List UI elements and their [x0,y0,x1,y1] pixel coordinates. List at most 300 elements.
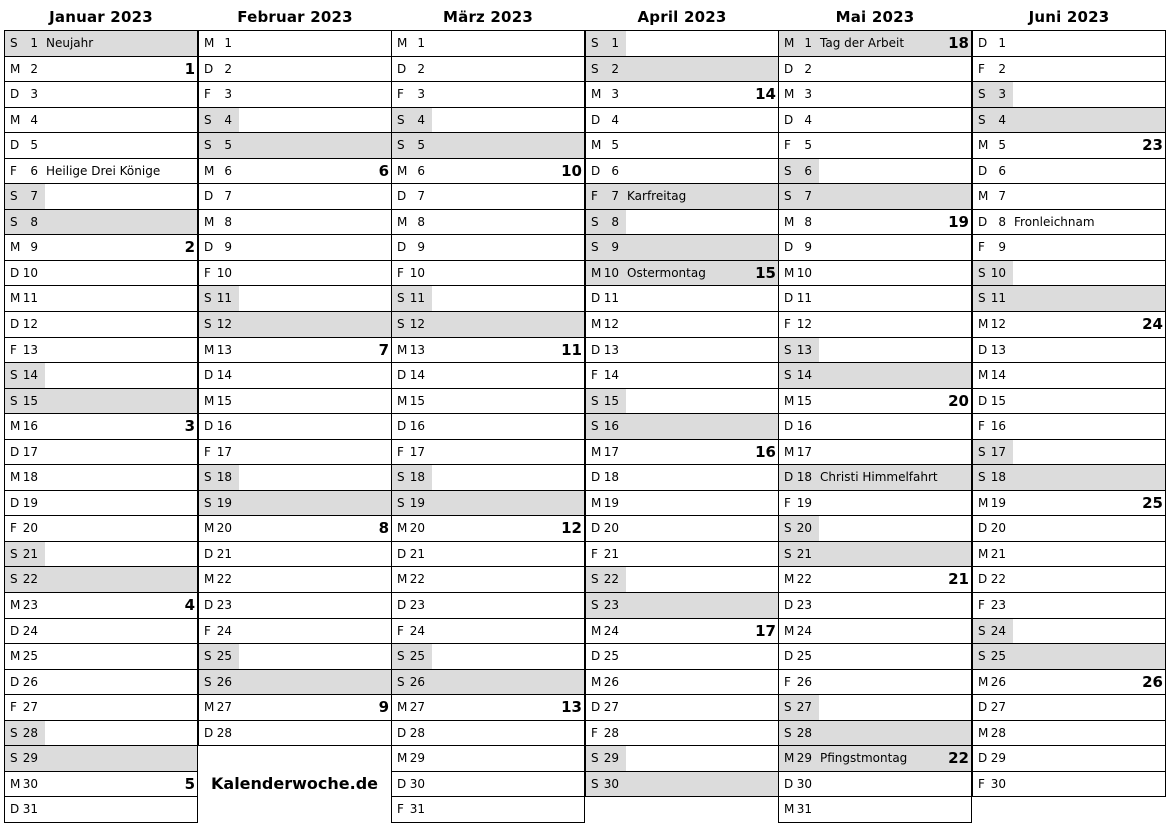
day-row [392,184,584,210]
weekday-letter: D [591,163,601,178]
week-number: 25 [1142,493,1163,512]
weekday-letter: D [978,214,988,229]
weekday-letter: D [10,265,20,280]
day-row [5,644,197,670]
day-number: 19 [990,495,1006,510]
day-row [199,286,391,312]
day-row [5,516,197,542]
weekday-letter: S [397,138,405,153]
day-number: 1 [224,36,232,50]
weekday-letter: M [397,700,408,715]
weekday-letter: D [204,189,214,204]
day-row [392,31,584,57]
weekday-letter: S [10,572,18,587]
day-number: 7 [804,189,812,204]
weekday-letter: S [397,674,405,689]
weekday-letter: S [591,240,599,255]
day-row [5,363,197,389]
month-days [391,30,585,823]
day-row [5,210,197,236]
month-column [972,0,1166,797]
weekday-letter: M [397,572,408,587]
week-number: 18 [948,34,969,52]
weekday-letter: S [591,214,599,229]
day-number: 10 [22,265,38,280]
month-days [4,30,198,823]
day-number: 1 [30,36,38,50]
day-number: 24 [990,623,1006,638]
day-row [973,363,1165,389]
day-number: 8 [611,214,619,229]
weekday-letter: D [10,317,20,332]
day-number: 3 [804,87,812,102]
day-row [973,31,1165,57]
holiday-name: Christi Himmelfahrt [820,470,938,485]
day-number: 25 [216,649,232,664]
weekday-letter: D [784,776,794,791]
day-number: 29 [409,751,425,766]
day-row [5,465,197,491]
holiday-name: Ostermontag [627,265,706,280]
day-row [586,567,778,593]
weekday-letter: M [204,700,215,715]
day-number: 24 [603,623,619,638]
weekday-letter: S [10,36,18,50]
weekday-letter: D [784,419,794,434]
weekday-letter: D [204,725,214,740]
day-number: 7 [611,189,619,204]
day-number: 30 [409,776,425,791]
day-row [392,159,584,185]
day-row [5,82,197,108]
day-number: 17 [409,444,425,459]
day-row [779,721,971,747]
weekday-letter: F [978,61,985,76]
holiday-name: Tag der Arbeit [820,36,905,50]
day-number: 3 [30,87,38,102]
weekday-letter: M [591,87,602,102]
weekday-letter: D [10,444,20,459]
day-row [199,465,391,491]
day-row [392,695,584,721]
day-number: 13 [990,342,1006,357]
day-row [779,695,971,721]
day-number: 30 [796,776,812,791]
day-row [199,440,391,466]
day-number: 15 [603,393,619,408]
day-number: 6 [998,163,1006,178]
weekday-letter: F [591,725,598,740]
weekday-letter: S [204,291,212,306]
weekday-letter: S [397,649,405,664]
weekday-letter: S [784,189,792,204]
day-row [973,286,1165,312]
day-row [779,57,971,83]
weekday-letter: M [204,342,215,357]
week-number: 24 [1142,315,1163,334]
day-number: 10 [409,265,425,280]
day-number: 22 [603,572,619,587]
day-row [5,721,197,747]
weekday-letter: S [204,674,212,689]
month-title: Januar 2023 [49,8,153,26]
day-row [779,261,971,287]
day-row [586,644,778,670]
day-row [392,772,584,798]
weekday-letter: M [784,802,795,817]
holiday-name: Heilige Drei Könige [46,163,161,178]
day-number: 11 [796,291,812,306]
day-number: 17 [796,444,812,459]
weekday-letter: D [397,776,407,791]
day-number: 29 [603,751,619,766]
weekday-letter: M [784,623,795,638]
weekday-letter: S [978,112,986,127]
day-row [5,695,197,721]
day-number: 15 [990,393,1006,408]
day-row [779,797,971,823]
day-row [973,389,1165,415]
weekday-letter: F [978,240,985,255]
day-number: 17 [22,444,38,459]
day-row [779,235,971,261]
day-row [5,57,197,83]
day-row [973,440,1165,466]
week-number: 16 [755,442,776,461]
brand-label: Kalenderwoche.de [211,774,378,793]
weekday-letter: S [978,470,986,485]
weekday-letter: S [978,444,986,459]
weekday-letter: M [978,674,989,689]
weekday-letter: M [591,317,602,332]
day-row [973,184,1165,210]
day-number: 2 [30,61,38,76]
day-number: 13 [603,342,619,357]
day-row [586,261,778,287]
weekday-letter: S [204,495,212,510]
weekday-letter: D [10,802,20,817]
day-row [199,57,391,83]
weekday-letter: D [784,61,794,76]
day-row [973,57,1165,83]
week-number: 3 [184,417,195,436]
weekday-letter: M [784,444,795,459]
weekday-letter: S [204,138,212,153]
weekday-letter: D [784,291,794,306]
day-row [392,491,584,517]
day-number: 4 [804,112,812,127]
weekday-letter: F [397,444,404,459]
day-row [779,363,971,389]
weekday-letter: M [397,342,408,357]
weekday-letter: F [397,802,404,817]
day-row [392,261,584,287]
weekday-letter: M [10,419,21,434]
weekday-letter: S [591,598,599,613]
weekday-letter: S [397,317,405,332]
day-number: 18 [990,470,1006,485]
day-number: 15 [216,393,232,408]
month-column [391,0,585,823]
day-row [199,363,391,389]
day-row [973,644,1165,670]
weekday-letter: M [10,649,21,664]
weekday-letter: M [10,240,21,255]
weekday-letter: S [784,163,792,178]
day-row [779,746,971,772]
day-row [392,338,584,364]
day-row [5,772,197,798]
day-row [5,286,197,312]
weekday-letter: M [10,61,21,76]
day-row [973,695,1165,721]
weekday-letter: M [978,546,989,561]
day-row [973,721,1165,747]
day-number: 26 [22,674,38,689]
weekday-letter: D [978,342,988,357]
weekday-letter: D [978,751,988,766]
day-row [779,389,971,415]
day-row [392,746,584,772]
day-row [779,670,971,696]
day-number: 18 [796,470,812,485]
day-row [779,159,971,185]
day-number: 31 [796,802,812,817]
day-number: 7 [417,189,425,204]
weekday-letter: M [784,751,795,766]
month-title: März 2023 [443,8,533,26]
day-row [5,491,197,517]
week-number: 13 [561,698,582,717]
holiday-name: Neujahr [46,36,94,50]
day-row [199,210,391,236]
day-row [5,338,197,364]
day-row [392,593,584,619]
day-row [973,593,1165,619]
day-number: 4 [998,112,1006,127]
weekday-letter: M [784,36,795,50]
weekday-letter: S [978,623,986,638]
day-number: 25 [409,649,425,664]
week-number: 8 [378,519,389,538]
day-number: 5 [417,138,425,153]
weekday-letter: M [591,623,602,638]
weekday-letter: D [204,546,214,561]
day-number: 18 [216,470,232,485]
day-row [5,670,197,696]
day-number: 30 [603,776,619,791]
day-number: 23 [796,598,812,613]
day-number: 29 [796,751,812,766]
day-number: 13 [796,342,812,357]
day-number: 20 [22,521,38,536]
week-number: 11 [561,340,582,359]
day-number: 9 [417,240,425,255]
day-number: 2 [998,61,1006,76]
weekday-letter: D [10,495,20,510]
day-number: 27 [990,700,1006,715]
day-number: 8 [417,214,425,229]
day-row [199,670,391,696]
day-row [586,312,778,338]
month-column [198,0,392,746]
day-row [779,593,971,619]
day-number: 11 [216,291,232,306]
weekday-letter: D [978,700,988,715]
weekday-letter: D [10,87,20,102]
weekday-letter: S [397,112,405,127]
day-number: 14 [990,368,1006,383]
day-row [392,363,584,389]
weekday-letter: D [397,725,407,740]
weekday-letter: M [397,521,408,536]
day-number: 23 [990,598,1006,613]
day-row [973,567,1165,593]
day-number: 10 [796,265,812,280]
day-number: 28 [216,725,232,740]
day-number: 29 [22,751,38,766]
day-row [392,210,584,236]
day-row [586,286,778,312]
day-row [199,31,391,57]
day-number: 31 [409,802,425,817]
day-row [5,593,197,619]
day-row [199,516,391,542]
weekday-letter: M [978,725,989,740]
day-number: 9 [611,240,619,255]
day-row [199,108,391,134]
weekday-letter: D [978,163,988,178]
weekday-letter: D [591,291,601,306]
month-days [778,30,972,823]
day-number: 11 [22,291,38,306]
day-number: 2 [804,61,812,76]
day-number: 19 [603,495,619,510]
day-number: 27 [409,700,425,715]
day-row [5,542,197,568]
day-row [973,210,1165,236]
weekday-letter: F [204,444,211,459]
weekday-letter: F [784,138,791,153]
day-row [586,184,778,210]
weekday-letter: M [10,470,21,485]
day-number: 5 [611,138,619,153]
day-number: 28 [796,725,812,740]
week-number: 26 [1142,672,1163,691]
day-number: 13 [409,342,425,357]
day-number: 24 [796,623,812,638]
day-number: 18 [409,470,425,485]
day-number: 18 [22,470,38,485]
month-days [585,30,779,797]
day-number: 2 [417,61,425,76]
day-row [5,261,197,287]
weekday-letter: S [784,546,792,561]
day-number: 5 [804,138,812,153]
day-number: 10 [216,265,232,280]
day-number: 12 [22,317,38,332]
day-row [392,312,584,338]
weekday-letter: D [204,419,214,434]
day-number: 9 [998,240,1006,255]
day-number: 16 [796,419,812,434]
day-row [586,440,778,466]
weekday-letter: S [10,751,18,766]
day-number: 22 [796,572,812,587]
day-row [586,746,778,772]
day-number: 4 [224,112,232,127]
weekday-letter: D [978,521,988,536]
weekday-letter: M [397,163,408,178]
day-number: 3 [998,87,1006,102]
weekday-letter: M [784,265,795,280]
day-row [199,593,391,619]
weekday-letter: F [204,87,211,102]
day-row [586,210,778,236]
day-row [392,286,584,312]
week-number: 6 [378,161,389,180]
day-number: 3 [611,87,619,102]
day-row [586,542,778,568]
weekday-letter: S [204,649,212,664]
weekday-letter: M [591,674,602,689]
day-number: 13 [22,342,38,357]
day-number: 18 [603,470,619,485]
weekday-letter: F [10,700,17,715]
day-number: 3 [224,87,232,102]
day-number: 9 [30,240,38,255]
weekday-letter: F [204,623,211,638]
day-row [586,133,778,159]
day-row [586,363,778,389]
day-row [586,619,778,645]
day-number: 24 [22,623,38,638]
weekday-letter: F [591,546,598,561]
day-row [5,389,197,415]
day-row [586,772,778,798]
weekday-letter: F [397,87,404,102]
day-row [5,312,197,338]
day-row [199,312,391,338]
day-number: 14 [796,368,812,383]
day-row [586,57,778,83]
week-number: 20 [948,391,969,410]
holiday-name: Fronleichnam [1014,214,1095,229]
day-row [586,235,778,261]
day-number: 21 [796,546,812,561]
week-number: 23 [1142,136,1163,155]
day-row [392,542,584,568]
week-number: 14 [755,85,776,104]
day-row [5,133,197,159]
week-number: 1 [184,59,195,78]
holiday-name: Karfreitag [627,189,687,204]
weekday-letter: M [10,776,21,791]
weekday-letter: D [397,368,407,383]
weekday-letter: S [204,317,212,332]
weekday-letter: M [10,291,21,306]
day-row [5,414,197,440]
month-column [585,0,779,797]
day-row [973,312,1165,338]
weekday-letter: D [978,393,988,408]
day-row [199,491,391,517]
day-row [199,82,391,108]
day-number: 11 [990,291,1006,306]
weekday-letter: M [978,138,989,153]
day-row [586,31,778,57]
day-row [973,108,1165,134]
